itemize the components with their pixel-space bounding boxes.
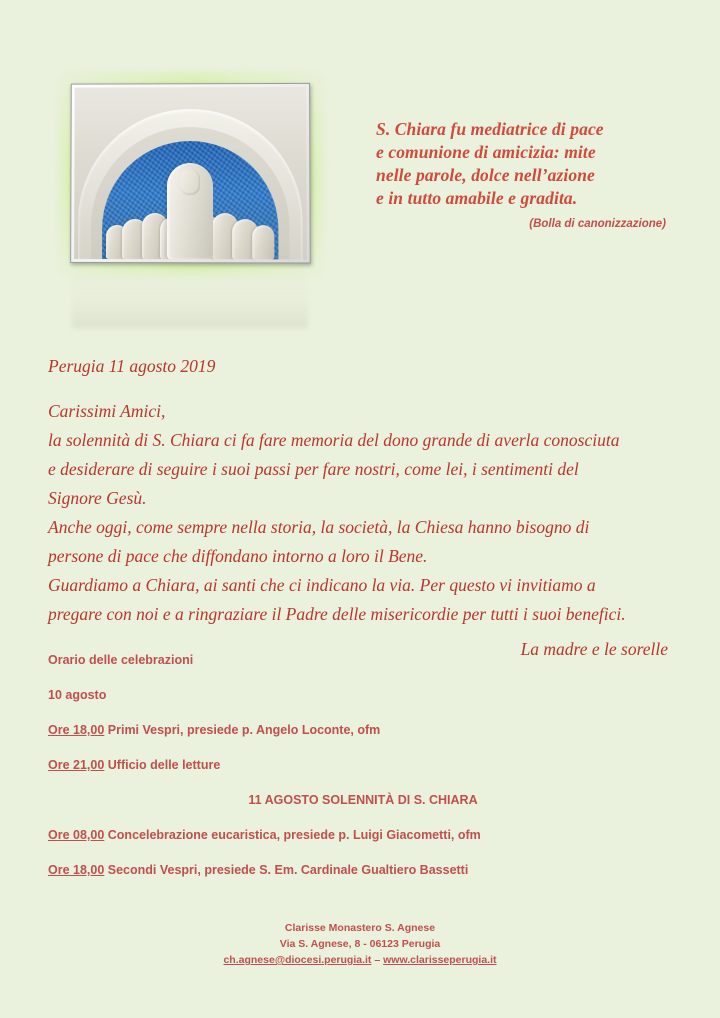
letter-paragraph: Signore Gesù.: [48, 488, 147, 508]
schedule-item: [48, 758, 678, 772]
footer-organization: Clarisse Monastero S. Agnese: [284, 922, 436, 934]
schedule-item-text: Primi Vespri, presiede p. Angelo Loconte, ofm: [104, 723, 381, 737]
letter-paragraph: persone di pace che diffondano intorno a loro il Bene.: [48, 546, 428, 566]
celebrations-schedule: [48, 653, 678, 877]
schedule-day-10-agosto: 10 agosto: [48, 688, 107, 702]
quote-line-3: nelle parole, dolce nell’azione: [376, 165, 595, 185]
quote-line-2: e comunione di amicizia: mite: [376, 142, 596, 162]
relief-photo: [59, 72, 323, 282]
footer-address: Via S. Agnese, 8 - 06123 Perugia: [279, 938, 441, 950]
quote-source: (Bolla di canonizzazione): [529, 218, 666, 230]
letter-date: Perugia 11 agosto 2019: [48, 356, 216, 376]
letter-paragraph: Anche oggi, come sempre nella storia, la società, la Chiesa hanno bisogno di: [48, 517, 590, 537]
canonization-quote: [376, 118, 676, 230]
letter-body: [48, 352, 678, 664]
schedule-item-text: Ufficio delle letture: [104, 758, 221, 772]
letter-paragraph: e desiderare di seguire i suoi passi per fare nostri, come lei, i sentimenti del: [48, 459, 579, 479]
schedule-item-time: Ore 08,00: [48, 828, 105, 842]
schedule-item: [48, 723, 678, 737]
letter-salutation: Carissimi Amici,: [48, 401, 166, 421]
schedule-item: [48, 828, 678, 842]
letter-paragraph: Guardiamo a Chiara, ai santi che ci indicano la via. Per questo vi invitiamo a: [48, 575, 596, 595]
footer-contact: [0, 920, 720, 968]
quote-line-4: e in tutto amabile e gradita.: [376, 188, 578, 208]
schedule-item-text: Secondi Vespri, presiede S. Em. Cardinale Gualtiero Bassetti: [104, 863, 469, 877]
photo-frame: [70, 83, 311, 264]
quote-line-1: S. Chiara fu mediatrice di pace: [376, 119, 604, 139]
footer-website-link[interactable]: www.clarisseperugia.it: [383, 954, 497, 966]
relief-sister-figure: [252, 225, 274, 259]
relief-saint-clare-head: [180, 169, 200, 195]
schedule-item-time: Ore 18,00: [48, 723, 105, 737]
letter-paragraph: la solennità di S. Chiara ci fa fare memoria del dono grande di averla conosciuta: [48, 430, 620, 450]
schedule-item-time: Ore 18,00: [48, 863, 105, 877]
photo-image: [74, 87, 307, 260]
letter-paragraph: pregare con noi e a ringraziare il Padre delle misericordie per tutti i suoi benefici.: [48, 604, 626, 624]
schedule-day-11-agosto-heading: 11 AGOSTO SOLENNITÀ DI S. CHIARA: [248, 793, 478, 807]
footer-links: [0, 952, 720, 968]
schedule-item: [48, 863, 678, 877]
header-section: [0, 0, 720, 330]
schedule-item-time: Ore 21,00: [48, 758, 105, 772]
schedule-item-text: Concelebrazione eucaristica, presiede p. Luigi Giacometti, ofm: [104, 828, 481, 842]
footer-link-separator: –: [371, 954, 384, 966]
photo-reflection: [72, 268, 308, 328]
letter-signoff: La madre e le sorelle: [520, 639, 668, 659]
relief-saint-clare-figure: [167, 163, 213, 259]
footer-email-link[interactable]: ch.agnese@diocesi.perugia.it: [223, 954, 372, 966]
schedule-heading: Orario delle celebrazioni: [48, 653, 194, 667]
